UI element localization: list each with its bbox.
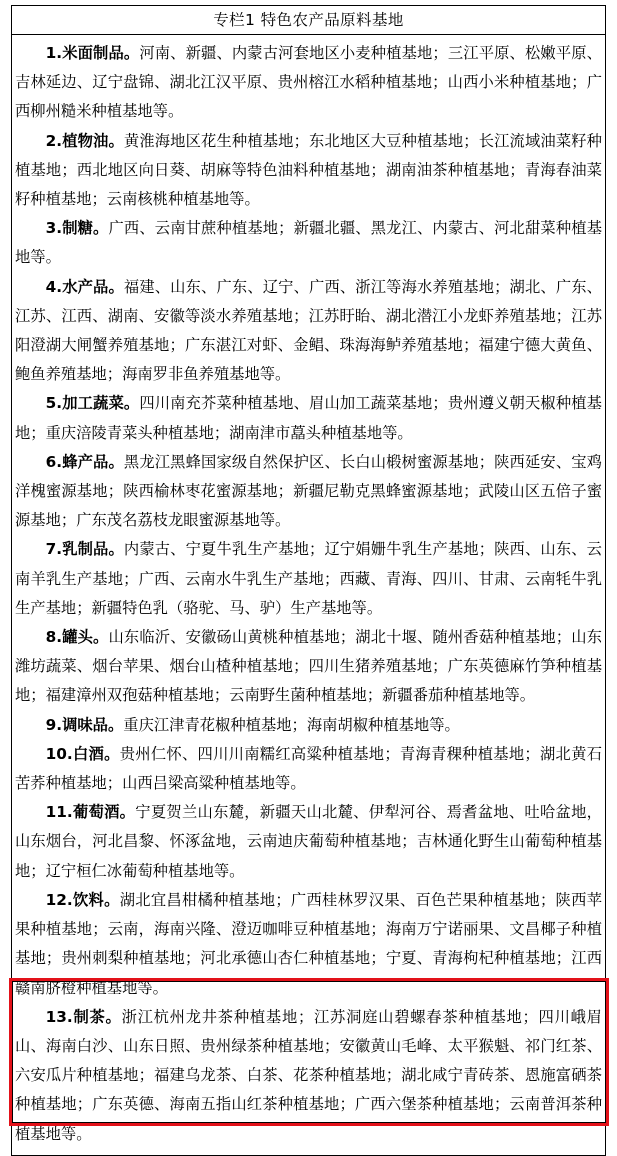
item-category: 水产品。 (62, 277, 124, 296)
specialty-crop-base-table (11, 5, 606, 1156)
list-item (15, 214, 602, 272)
item-body: 广西、云南甘蔗种植基地；新疆北疆、黑龙江、内蒙古、河北甜菜种植基地等。 (15, 219, 602, 267)
item-number: 1. (45, 44, 63, 62)
list-item (15, 127, 602, 215)
item-number: 4. (45, 277, 63, 296)
list-item-highlighted (15, 1003, 602, 1149)
item-number: 8. (45, 628, 63, 647)
list-item (15, 623, 602, 711)
item-category: 蜂产品。 (62, 452, 124, 471)
list-item (15, 273, 602, 390)
list-item (15, 798, 602, 886)
item-category: 加工蔬菜。 (62, 394, 140, 413)
item-body: 贵州仁怀、四川川南糯红高粱种植基地；青海青稞种植基地；湖北黄石苦荞种植基地；山西吕梁高粱种植基地等。 (15, 744, 602, 793)
item-number: 13. (45, 1007, 73, 1026)
item-number: 12. (45, 890, 73, 909)
item-body: 河南、新疆、内蒙古河套地区小麦种植基地；三江平原、松嫩平原、吉林延边、辽宁盘锦、湖北江汉平原、贵州榕江水稻种植基地；山西小米种植基地；广西柳州糙米种植基地等。 (15, 44, 602, 121)
item-category: 饮料。 (72, 890, 120, 909)
item-body: 内蒙古、宁夏牛乳生产基地；辽宁娟姗牛乳生产基地；陕西、山东、云南羊乳生产基地；广西、云南水牛乳生产基地；西藏、青海、四川、甘肃、云南牦牛乳生产基地；新疆特色乳（骆驼、马、驴）生产基地等。 (15, 540, 602, 617)
item-category: 制糖。 (62, 219, 109, 238)
list-item (15, 389, 602, 447)
table-body-cell (12, 35, 605, 1155)
item-category: 米面制品。 (62, 44, 140, 62)
item-body: 山东临沂、安徽砀山黄桃种植基地；湖北十堰、随州香菇种植基地；山东潍坊蔬菜、烟台苹果、烟台山楂种植基地；四川生猪养殖基地；广东英德麻竹笋种植基地；福建漳州双孢菇种植基地；云南野生菌种植基地；新疆番茄种植基地等。 (15, 628, 602, 705)
item-number: 6. (45, 452, 63, 471)
item-category: 制茶。 (72, 1007, 122, 1026)
item-body: 黑龙江黑蜂国家级自然保护区、长白山椴树蜜源基地；陕西延安、宝鸡洋槐蜜源基地；陕西榆林枣花蜜源基地；新疆尼勒克黑蜂蜜源基地；武陵山区五倍子蜜源基地；广东茂名荔枝龙眼蜜源基地等。 (15, 452, 602, 530)
item-number: 2. (45, 131, 63, 150)
item-body: 黄淮海地区花生种植基地；东北地区大豆种植基地；长江流域油菜籽种植基地；西北地区向日葵、胡麻等特色油料种植基地；湖南油茶种植基地；青海春油菜籽种植基地；云南核桃种植基地等。 (15, 131, 602, 209)
list-item (15, 448, 602, 536)
list-item (15, 711, 602, 740)
list-item (15, 535, 602, 623)
item-body: 宁夏贺兰山东麓，新疆天山北麓、伊犁河谷、焉耆盆地、吐哈盆地，山东烟台，河北昌黎、怀涿盆地，云南迪庆葡萄种植基地；吉林通化野生山葡萄种植基地；辽宁桓仁冰葡萄种植基地等。 (15, 803, 602, 880)
item-body: 浙江杭州龙井茶种植基地；江苏洞庭山碧螺春茶种植基地；四川峨眉山、海南白沙、山东日照、贵州绿茶种植基地；安徽黄山毛峰、太平猴魁、祁门红茶、六安瓜片种植基地；福建乌龙茶、白茶、花茶种植基地；湖北咸宁青砖茶、恩施富硒茶种植基地；广东英德、海南五指山红茶种植基地；广西六堡茶种植基地；云南普洱茶种植基地等。 (15, 1007, 602, 1143)
item-category: 葡萄酒。 (72, 803, 136, 822)
item-body: 福建、山东、广东、辽宁、广西、浙江等海水养殖基地；湖北、广东、江苏、江西、湖南、安徽等淡水养殖基地；江苏盱眙、湖北潜江小龙虾养殖基地；江苏阳澄湖大闸蟹养殖基地；广东湛江对虾、金鲳、珠海海鲈养殖基地；福建宁德大黄鱼、鲍鱼养殖基地；海南罗非鱼养殖基地等。 (15, 277, 602, 384)
item-category: 罐头。 (62, 628, 109, 647)
item-category: 植物油。 (62, 131, 124, 150)
table-title: 专栏1 特色农产品原料基地 (12, 6, 605, 35)
item-body: 湖北宜昌柑橘种植基地；广西桂林罗汉果、百色芒果种植基地；陕西苹果种植基地；云南，海南兴隆、澄迈咖啡豆种植基地；海南万宁诺丽果、文昌椰子种植基地；贵州刺梨种植基地；河北承德山杏仁种植基地；宁夏、青海枸杞种植基地；江西赣南脐橙种植基地等。 (15, 890, 602, 997)
list-item (15, 740, 602, 798)
item-number: 5. (45, 394, 63, 413)
item-number: 3. (45, 219, 63, 238)
item-number: 11. (45, 803, 73, 822)
item-number: 9. (45, 715, 63, 734)
item-number: 7. (45, 540, 63, 559)
list-item (15, 39, 602, 127)
item-number: 10. (45, 744, 73, 763)
item-category: 乳制品。 (62, 540, 124, 559)
list-item (15, 886, 602, 1003)
item-category: 调味品。 (62, 715, 124, 734)
item-body: 重庆江津青花椒种植基地；海南胡椒种植基地等。 (123, 715, 460, 734)
item-category: 白酒。 (72, 744, 120, 763)
item-body: 四川南充芥菜种植基地、眉山加工蔬菜基地；贵州遵义朝天椒种植基地；重庆涪陵青菜头种植基地；湖南津市藠头种植基地等。 (15, 394, 602, 442)
